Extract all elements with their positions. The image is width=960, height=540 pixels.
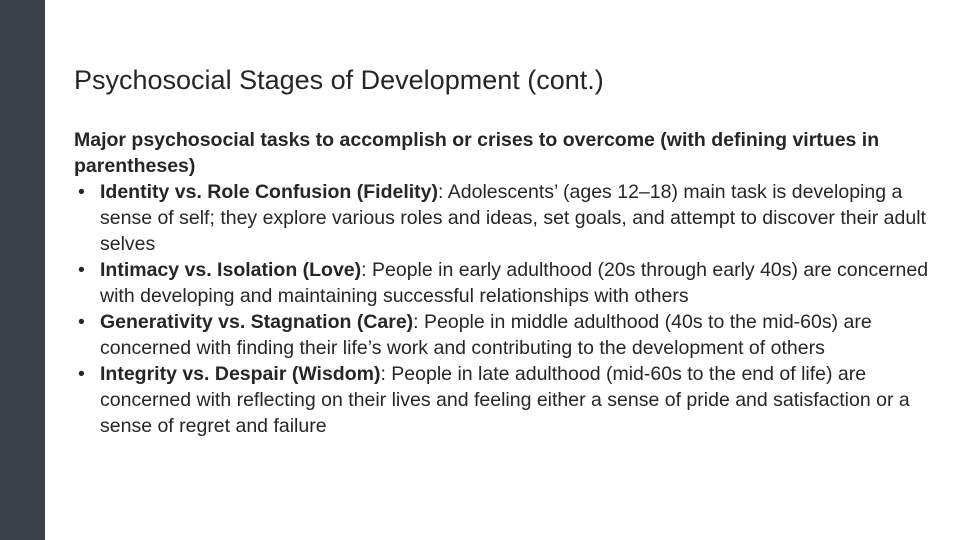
stage-name: Intimacy vs. Isolation (Love) [100, 259, 362, 281]
bullet-icon: • [78, 259, 85, 281]
bullet-icon: • [78, 363, 85, 385]
stage-description: : People in early adulthood (20s through early 40s) are concerned with developing and maintaining successful relationships with others [100, 259, 929, 307]
stage-description: : People in late adulthood (mid-60s to the end of life) are concerned with reflecting on their lives and feeling either a sense of pride and satisfaction or a sense of regret and failure [100, 363, 910, 437]
stages-list [74, 179, 934, 439]
bullet-icon: • [78, 311, 85, 333]
stage-description: : Adolescents’ (ages 12–18) main task is developing a sense of self; they explore various roles and ideas, set goals, and attempt to discover their adult selves [100, 181, 926, 255]
stage-item-intimacy [74, 257, 934, 309]
stage-name: Integrity vs. Despair (Wisdom) [100, 363, 381, 385]
bullet-icon: • [78, 181, 85, 203]
stage-item-generativity [74, 309, 934, 361]
stage-name: Identity vs. Role Confusion (Fidelity) [100, 181, 439, 203]
stage-name: Generativity vs. Stagnation (Care) [100, 311, 414, 333]
slide-body [74, 127, 934, 439]
slide-accent-bar [0, 0, 45, 540]
intro-text: Major psychosocial tasks to accomplish or crises to overcome (with defining virtues in parentheses) [74, 129, 880, 177]
slide-title: Psychosocial Stages of Development (cont.) [74, 65, 604, 95]
stage-item-identity [74, 179, 934, 257]
stage-description: : People in middle adulthood (40s to the mid-60s) are concerned with finding their life’s work and contributing to the development of others [100, 311, 872, 359]
slide [45, 0, 960, 540]
stage-item-integrity [74, 361, 934, 439]
